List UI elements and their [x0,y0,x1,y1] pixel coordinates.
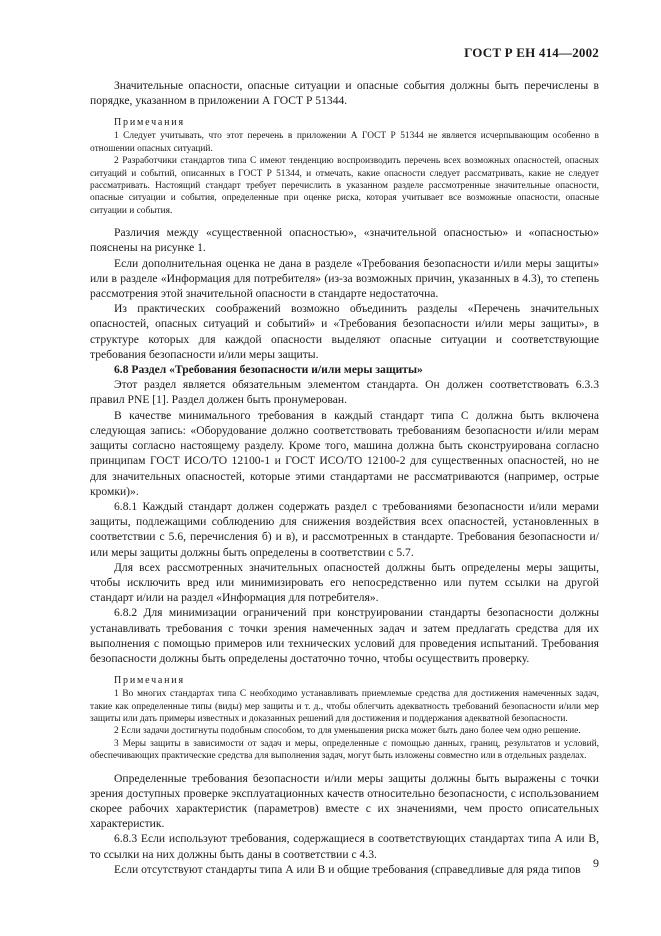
paragraph: Из практических соображений возможно объединить разделы «Перечень значительных опасностей, опасных ситуаций и событий» и «Требования безопасности и/или меры защиты», в структуре которых для каждой опасности выделяют опасные ситуации и соответствующие требования безопасности и/или меры защиты. [90,302,599,361]
page-number: 9 [593,856,599,870]
note-item: 3 Меры защиты в зависимости от задач и меры, определенные с помощью данных, границ, результатов и условий, обеспечивающих практические средства для выполнения задач, могут быть изложены совместно или в отдельных разделах. [90,738,599,762]
note-item: 1 Во многих стандартах типа С необходимо устанавливать приемлемые средства для достижения намеченных задач, такие как определенные типы (виды) мер защиты и т. д., чтобы облегчить адекватность требований безопасности и/или мер защиты или дать примеры известных и доказанных решений для достижения и поддержания адекватной безопасности. [90,689,599,724]
paragraph: В качестве минимального требования в каждый стандарт типа С должна быть включена следующая запись: «Оборудование должно соответствовать требованиям безопасности и/или мерам защиты согласно настоящему разделу. Кроме того, машина должна быть сконструирована согласно принципам ГОСТ ИСО/ТО 12100-1 и ГОСТ ИСО/ТО 12100-2 для существенных опасностей, но не для значительных опасностей, которые этими стандартами не рассматриваются (например, острые кромки)». [90,408,599,498]
paragraph: Этот раздел является обязательным элементом стандарта. Он должен соответствовать 6.3.3 правил PNE [1]. Раздел должен быть пронумерован. [90,378,599,407]
paragraph: Если дополнительная оценка не дана в разделе «Требования безопасности и/или меры защиты» или в разделе «Информация для потребителя» (из-за возможных причин, указанных в 4.3), то степень рассмотрения этой значительной опасности в стандарте недостаточна. [90,256,599,301]
paragraph: Определенные требования безопасности и/или меры защиты должны быть выражены с точки зрения доступных проверке эксплуатационных качеств относительно безопасности, с использованием скорее рабочих характеристик (параметров) вместе с их значениями, чем просто описательных характеристик. [90,771,599,831]
document-header: ГОСТ Р ЕН 414—2002 [464,45,599,60]
notes-heading: Примечания [114,675,185,687]
paragraph: Различия между «существенной опасностью», «значительной опасностью» и «опасностью» пояснены на рисунке 1. [90,226,599,255]
paragraph: Если отсутствуют стандарты типа А или В и общие требования (справедливые для ряда типов [114,862,581,876]
paragraph: 6.8.1 Каждый стандарт должен содержать раздел с требованиями безопасности и/или мерами защиты, подлежащими соблюдению для снижения воздействия всех опасностей, установленных в соответствии с 5.6, перечисления б) и в), и рассмотренных в стандарте. Требования безопасности и/или меры защиты должны быть определены в соответствии с 5.7. [90,499,599,559]
section-heading: 6.8 Раздел «Требования безопасности и/или меры защиты» [114,363,423,377]
page-body [90,78,599,877]
paragraph: Значительные опасности, опасные ситуации и опасные события должны быть перечислены в порядке, указанном в приложении А ГОСТ Р 51344. [90,79,599,108]
paragraph: 6.8.3 Если используют требования, содержащиеся в соответствующих стандартах типа А или В, то ссылки на них должны быть даны в соответствии с 4.3. [90,832,599,861]
paragraph: 6.8.2 Для минимизации ограничений при конструировании стандарты безопасности должны устанавливать требования с точки зрения намеченных задач и затем предлагать средства для их выполнения с помощью примеров или технических условий для проведения испытаний. Требования безопасности должны быть определены достаточно точно, чтобы осуществить проверку. [90,606,599,665]
note-item: 1 Следует учитывать, что этот перечень в приложении А ГОСТ Р 51344 не является исчерпывающим особенно в отношении опасных ситуаций. [90,131,599,154]
notes-heading: Примечания [114,117,185,129]
note-item: 2 Разработчики стандартов типа С имеют тенденцию воспроизводить перечень всех возможных опасностей, опасных ситуаций и событий, описанных в ГОСТ Р 51344, и отмечать, какие опасности следует рассматривать, какие не следует рассматривать. Настоящий стандарт требует перечислить в указанном разделе рассмотренные значительные опасности, опасные ситуации и события, определенные при оценке риска, которая учитывает все возможные опасности, опасные ситуации и события. [90,156,599,216]
paragraph: Для всех рассмотренных значительных опасностей должны быть определены меры защиты, чтобы исключить вред или минимизировать его непосредственно или путем ссылки на другой стандарт и/или на раздел «Информация для потребителя». [90,560,599,605]
note-item: 2 Если задачи достигнуты подобным способом, то для уменьшения риска может быть дано более чем одно решение. [114,726,581,737]
